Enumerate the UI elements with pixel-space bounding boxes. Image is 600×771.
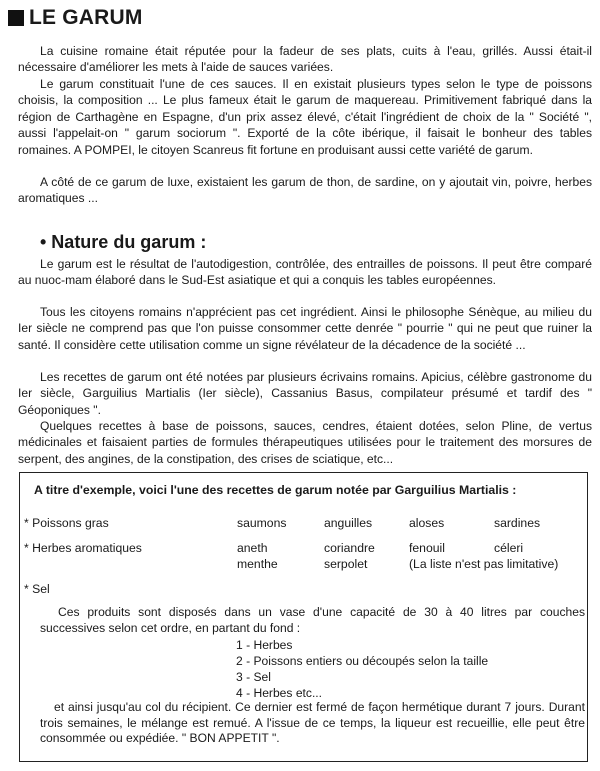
title-square-icon [8,10,24,26]
herbe-item: menthe [237,557,278,571]
title-text: LE GARUM [29,6,143,29]
intro-paragraph-1: La cuisine romaine était réputée pour la fadeur de ses plats, cuits à l'eau, grillés. Aussi était-il nécessaire d'améliorer les mets à l'aide de sauces variées. [18,44,592,75]
ending-paragraph: et ainsi jusqu'au col du récipient. Ce dernier est fermé de façon hermétique durant 7 jours. Durant trois semaines, le mélange est remué. A l'issue de ce temps, la liqueur est recueillie, elle peut être consommée ou expédiée. " BON APPETIT ". [40,700,585,746]
process-paragraph: Ces produits sont disposés dans un vase d'une capacité de 30 à 40 litres par couches successives selon cet ordre, en partant du fond : [40,605,585,635]
herbe-item: serpolet [324,557,368,571]
herbe-note: (La liste n'est pas limitative) [409,557,559,571]
nature-paragraph-2: Tous les citoyens romains n'apprécient pas cet ingrédient. Ainsi le philosophe Sénèque, au milieu du Ier siècle ne comprend pas que l'on puisse consommer cette denrée " pourrie " qui ne peut que ruiner la santé. Il considère cette utilisation comme un signe révélateur de la décadence de la société ... [18,305,592,352]
intro-paragraph-2: Le garum constituait l'une de ces sauces. Il en existait plusieurs types selon le type de poissons choisis, la composition ... Le plus fameux était le garum de maquereau. Primitivement fabriqué dans la région de Carthagène en Espagne, d'un prix assez élevé, c'était l'ingrédient de choix de la " Société ", aussi l'appelait-on " garum sociorum ". Exporté de la côte ibérique, il faisait le bonheur des tables romaines. A POMPEI, le citoyen Scanreus fit fortune en produisant aussi cette variété de garum. [18,77,592,157]
recipe-box [19,472,588,762]
step-item: 4 - Herbes etc... [236,686,323,700]
poisson-item: saumons [237,516,287,530]
poisson-item: anguilles [324,516,373,530]
herbe-item: aneth [237,541,268,555]
sel-label: * Sel [24,582,50,596]
recipe-title: A titre d'exemple, voici l'une des recettes de garum notée par Garguilius Martialis : [34,483,517,497]
poisson-item: aloses [409,516,445,530]
page-title [8,6,143,30]
step-item: 3 - Sel [236,670,271,684]
step-item: 2 - Poissons entiers ou découpés selon la taille [236,654,489,668]
herbe-item: fenouil [409,541,445,555]
step-item: 1 - Herbes [236,638,293,652]
poisson-item: sardines [494,516,541,530]
herbe-item: coriandre [324,541,375,555]
nature-paragraph-3: Les recettes de garum ont été notées par plusieurs écrivains romains. Apicius, célèbre gastronome du Ier siècle, Garguilius Martialis (Ier siècle), Cassanius Basus, compilateur présumé et tardif des " Géoponiques ". [18,370,592,417]
herbes-label: * Herbes aromatiques [24,541,142,555]
nature-paragraph-1: Le garum est le résultat de l'autodigestion, contrôlée, des entrailles de poissons. Il peut être comparé au nuoc-mam élaboré dans le Sud-Est asiatique et qui a conquis les tables européennes. [18,257,592,288]
nature-paragraph-4: Quelques recettes à base de poissons, sauces, cendres, étaient dotées, selon Pline, de vertus médicinales et faisaient parties de formules thérapeutiques utilisées pour le traitement des morsures de serpent, des angines, de la constipation, des crises de sciatique, etc... [18,419,592,466]
steps-list [236,637,488,701]
poissons-label: * Poissons gras [24,516,109,530]
intro-paragraph-3: A côté de ce garum de luxe, existaient les garum de thon, de sardine, on y ajoutait vin, poivre, herbes aromatiques ... [18,175,592,206]
herbe-item: céleri [494,541,524,555]
section-heading: • Nature du garum : [40,232,207,252]
